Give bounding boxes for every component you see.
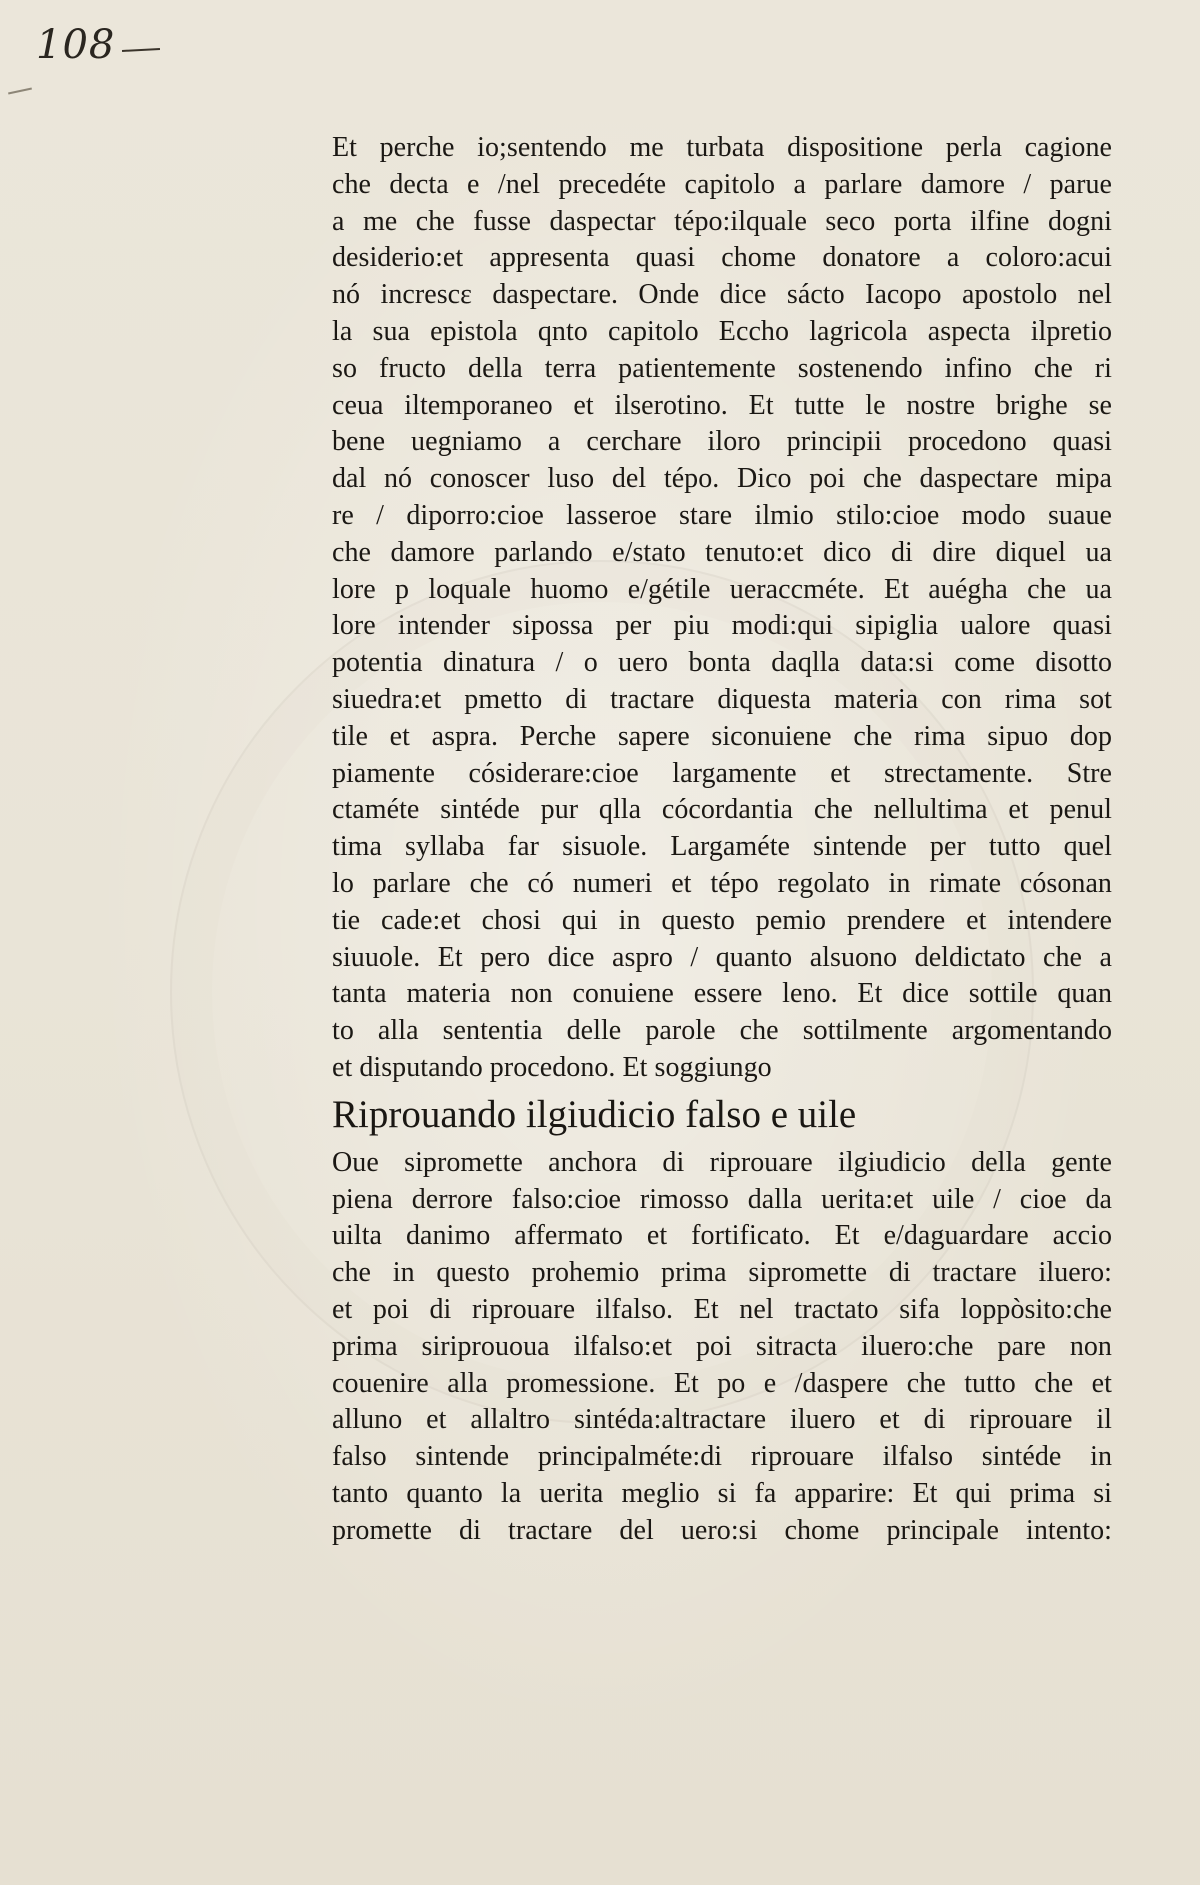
- text-line: ceua iltemporaneo et ilserotino. Et tutte le nostre brighe se: [332, 389, 1112, 421]
- text-line: potentia dinatura / o uero bonta daqlla data:si come disotto: [332, 647, 1112, 679]
- text-line: che in questo prohemio prima sipromette di tractare iluero:: [332, 1257, 1112, 1289]
- text-line: ctaméte sintéde pur qlla cócordantia che nellultima et penul: [332, 794, 1112, 826]
- text-line: re / diporro:cioe lasseroe stare ilmio stilo:cioe modo suaue: [332, 499, 1112, 531]
- paragraph-1: [332, 130, 1112, 1087]
- text-line: la sua epistola qnto capitolo Eccho lagricola aspecta ilpretio: [332, 315, 1112, 347]
- text-line: to alla sententia delle parole che sottilmente argomentando: [332, 1015, 1112, 1047]
- text-line: Oue sipromette anchora di riprouare ilgiudicio della gente: [332, 1146, 1112, 1178]
- text-line: tie cade:et chosi qui in questo pemio prendere et intendere: [332, 904, 1112, 936]
- text-line: lore p loquale huomo e/gétile ueraccméte. Et auégha che ua: [332, 573, 1112, 605]
- text-line: desiderio:et appresenta quasi chome donatore a coloro:acui: [332, 242, 1112, 274]
- text-line: lo parlare che có numeri et tépo regolato in rimate cósonan: [332, 867, 1112, 899]
- text-line: couenire alla promessione. Et po e /daspere che tutto che et: [332, 1367, 1112, 1399]
- text-line: tima syllaba far sisuole. Largaméte sintende per tutto quel: [332, 831, 1112, 863]
- text-line: Et perche io;sentendo me turbata dispositione perla cagione: [332, 132, 1112, 163]
- text-line: prima siriprououa ilfalso:et poi sitracta iluero:che pare non: [332, 1330, 1112, 1362]
- paragraph-2: [332, 1145, 1112, 1550]
- text-line: che damore parlando e/stato tenuto:et dico di dire diquel ua: [332, 536, 1112, 568]
- text-line: et poi di riprouare ilfalso. Et nel tractato sifa loppòsito:che: [332, 1293, 1112, 1325]
- text-line: lore intender sipossa per piu modi:qui sipiglia ualore quasi: [332, 610, 1112, 642]
- folio-underline: [122, 48, 160, 52]
- text-line: uilta danimo affermato et fortificato. Et e/daguardare accio: [332, 1220, 1112, 1252]
- text-line: siuuole. Et pero dice aspro / quanto alsuono deldictato che a: [332, 941, 1112, 973]
- text-line: dal nó conoscer luso del tépo. Dico poi che daspectare mipa: [332, 463, 1112, 495]
- text-line: piena derrore falso:cioe rimosso dalla uerita:et uile / cioe da: [332, 1183, 1112, 1215]
- text-line: tanto quanto la uerita meglio si fa apparire: Et qui prima si: [332, 1477, 1112, 1509]
- text-line: alluno et allaltro sintéda:altractare iluero et di riprouare il: [332, 1404, 1112, 1436]
- text-line: a me che fusse daspectar tépo:ilquale seco porta ilfine dogni: [332, 205, 1112, 237]
- text-line: so fructo della terra patientemente sostenendo infino che ri: [332, 352, 1112, 384]
- text-line: piamente cósiderare:cioe largamente et strectamente. Stre: [332, 757, 1112, 789]
- text-line: nó increscε daspectare. Onde dice sácto Iacopo apostolo nel: [332, 279, 1112, 311]
- text-line: tile et aspra. Perche sapere siconuiene che rima sipuo dop: [332, 720, 1112, 752]
- text-line: bene uegniamo a cerchare iloro principii procedono quasi: [332, 426, 1112, 458]
- text-line: che decta e /nel precedéte capitolo a parlare damore / parue: [332, 168, 1112, 200]
- text-line: promette di tractare del uero:si chome principale intento:: [332, 1514, 1112, 1546]
- section-heading: Riprouando ilgiudicio falso e uile: [332, 1092, 857, 1136]
- text-line-last: et disputando procedono. Et soggiungo: [332, 1051, 772, 1083]
- text-block: [332, 130, 1112, 1549]
- text-line: tanta materia non conuiene essere leno. Et dice sottile quan: [332, 978, 1112, 1010]
- text-line: siuedra:et pmetto di tractare diquesta materia con rima sot: [332, 683, 1112, 715]
- text-line: falso sintende principalméte:di riprouare ilfalso sintéde in: [332, 1441, 1112, 1473]
- folio-number: 108: [36, 22, 116, 68]
- edge-mark: [8, 88, 32, 95]
